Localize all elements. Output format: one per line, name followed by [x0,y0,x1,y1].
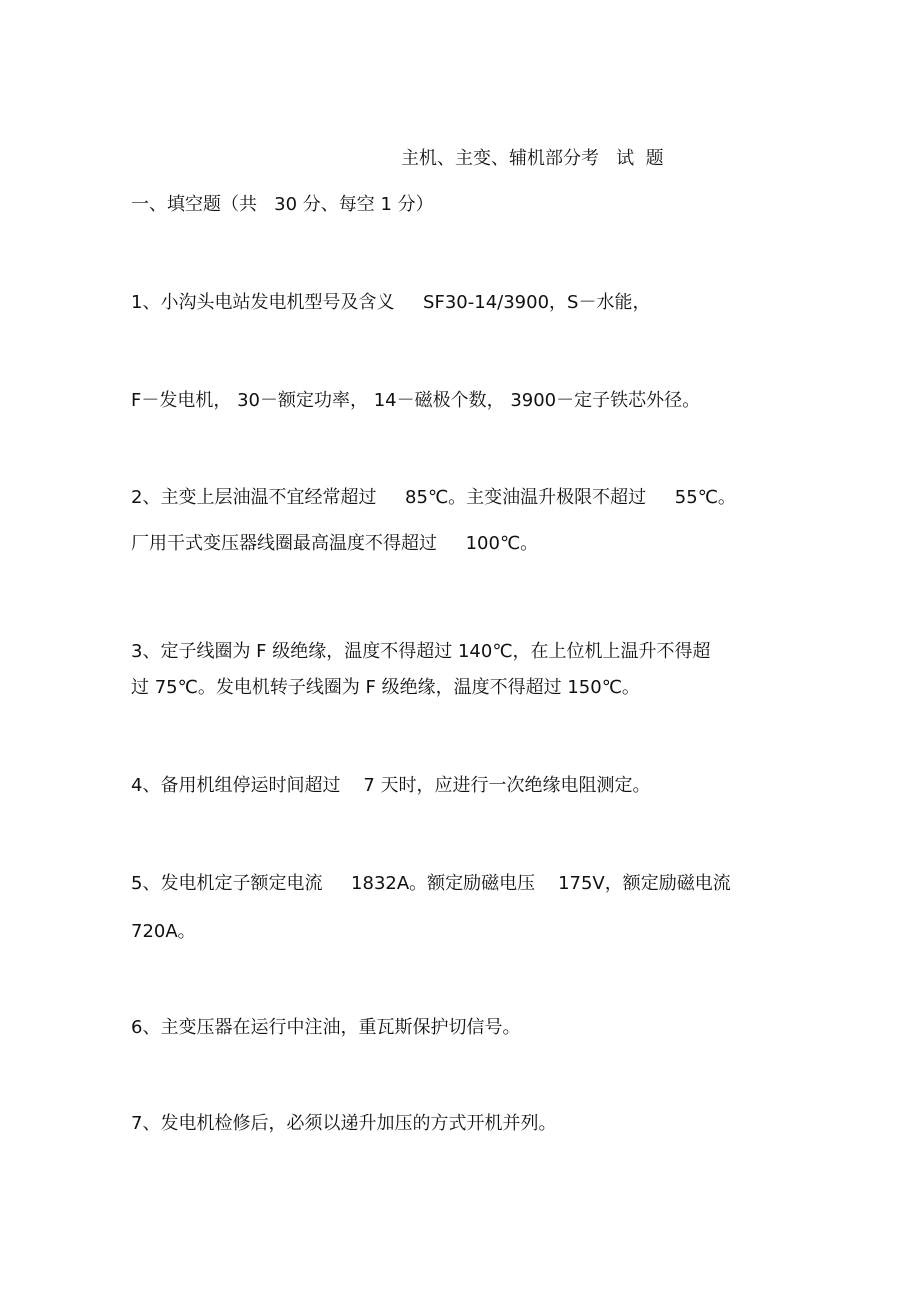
question-4-line-1: 4、备用机组停运时间超过 7 天时，应进行一次绝缘电阻测定。 [131,775,651,796]
question-2-line-1: 2、主变上层油温不宜经常超过 85℃。主变油温升极限不超过 55℃。 [131,487,736,508]
question-2-line-2: 厂用干式变压器线圈最高温度不得超过 100℃。 [131,533,539,554]
question-5-line-1: 5、发电机定子额定电流 1832A。额定励磁电压 175V，额定励磁电流 [131,873,731,894]
question-3-line-1: 3、定子线圈为 F 级绝缘，温度不得超过 140℃，在上位机上温升不得超 [131,641,711,662]
document-title: 主机、主变、辅机部分考 试 题 [401,148,664,169]
question-3-line-2: 过 75℃。发电机转子线圈为 F 级绝缘，温度不得超过 150℃。 [131,677,640,698]
question-1-line-1: 1、小沟头电站发电机型号及含义 SF30-14/3900，S－水能， [131,292,651,313]
section-heading: 一、填空题（共 30 分、每空 1 分） [131,194,434,215]
question-6-line-1: 6、主变压器在运行中注油，重瓦斯保护切信号。 [131,1017,521,1038]
question-7-line-1: 7、发电机检修后，必须以递升加压的方式开机并列。 [131,1113,557,1134]
question-5-line-2: 720A。 [131,921,196,942]
question-1-line-2: F－发电机， 30－额定功率， 14－磁极个数， 3900－定子铁芯外径。 [131,390,701,411]
